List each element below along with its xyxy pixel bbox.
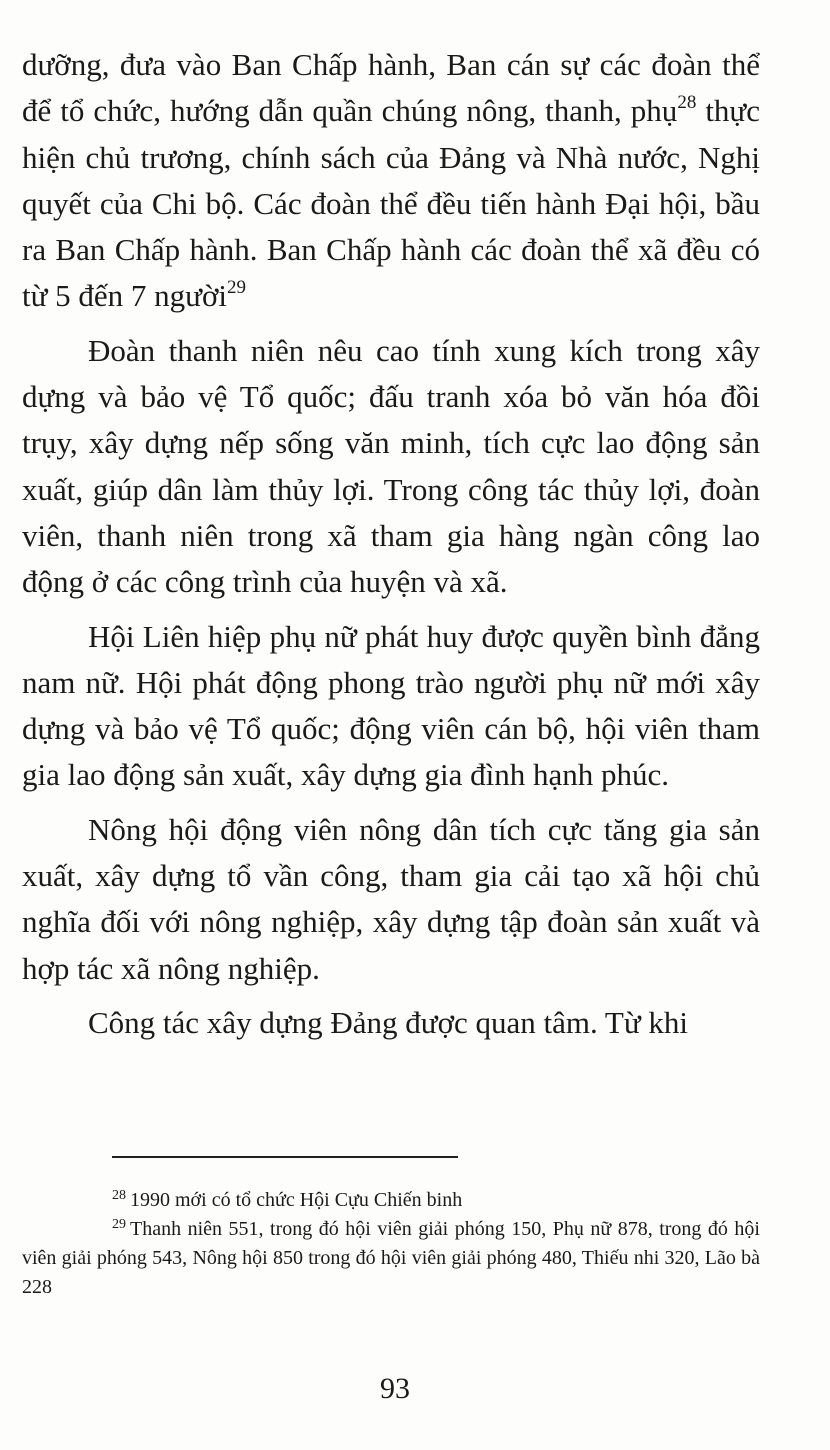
footnote-divider: [112, 1156, 458, 1158]
footnote-text: 1990 mới có tổ chức Hội Cựu Chiến binh: [130, 1189, 463, 1211]
paragraph-1-part-1: dưỡng, đưa vào Ban Chấp hành, Ban cán sự các đoàn thể để tổ chức, hướng dẫn quần chúng nông, thanh, phụ: [22, 47, 760, 129]
footnote-marker-29: 29: [226, 277, 246, 299]
footnote-number: 28: [112, 1188, 126, 1203]
page-number: 93: [380, 1372, 410, 1405]
footnote-28: [22, 1186, 760, 1215]
footnotes: [22, 1186, 760, 1302]
footnote-text: Thanh niên 551, trong đó hội viên giải phóng 150, Phụ nữ 878, trong đó hội viên giải phóng 543, Nông hội 850 trong đó hội viên giải phóng 480, Thiếu nhi 320, Lão bà 228: [22, 1218, 760, 1298]
footnote-number: 29: [112, 1217, 126, 1232]
paragraph-4: Nông hội động viên nông dân tích cực tăng gia sản xuất, xây dựng tổ vần công, tham gia cải tạo xã hội chủ nghĩa đối với nông nghiệp, xây dựng tập đoàn sản xuất và hợp tác xã nông nghiệp.: [22, 811, 760, 986]
paragraph-2: Đoàn thanh niên nêu cao tính xung kích trong xây dựng và bảo vệ Tổ quốc; đấu tranh xóa bỏ văn hóa đồi trụy, xây dựng nếp sống văn minh, tích cực lao động sản xuất, giúp dân làm thủy lợi. Trong công tác thủy lợi, đoàn viên, thanh niên trong xã tham gia hàng ngàn công lao động ở các công trình của huyện và xã.: [22, 332, 760, 600]
paragraph-5: Công tác xây dựng Đảng được quan tâm. Từ khi: [88, 1004, 689, 1040]
paragraph-3: Hội Liên hiệp phụ nữ phát huy được quyền bình đẳng nam nữ. Hội phát động phong trào người phụ nữ mới xây dựng và bảo vệ Tổ quốc; động viên cán bộ, hội viên tham gia lao động sản xuất, xây dựng gia đình hạnh phúc.: [22, 618, 760, 793]
footnote-29: [22, 1215, 760, 1302]
footnote-marker-28: 28: [677, 92, 697, 114]
main-text: [22, 42, 760, 1054]
paragraph-1: [22, 42, 760, 320]
paragraph-1-part-2: thực hiện chủ trương, chính sách của Đảng và Nhà nước, Nghị quyết của Chi bộ. Các đoàn thể đều tiến hành Đại hội, bầu ra Ban Chấp hành. Ban Chấp hành các đoàn thể xã đều có từ 5 đến 7 người: [22, 93, 760, 314]
